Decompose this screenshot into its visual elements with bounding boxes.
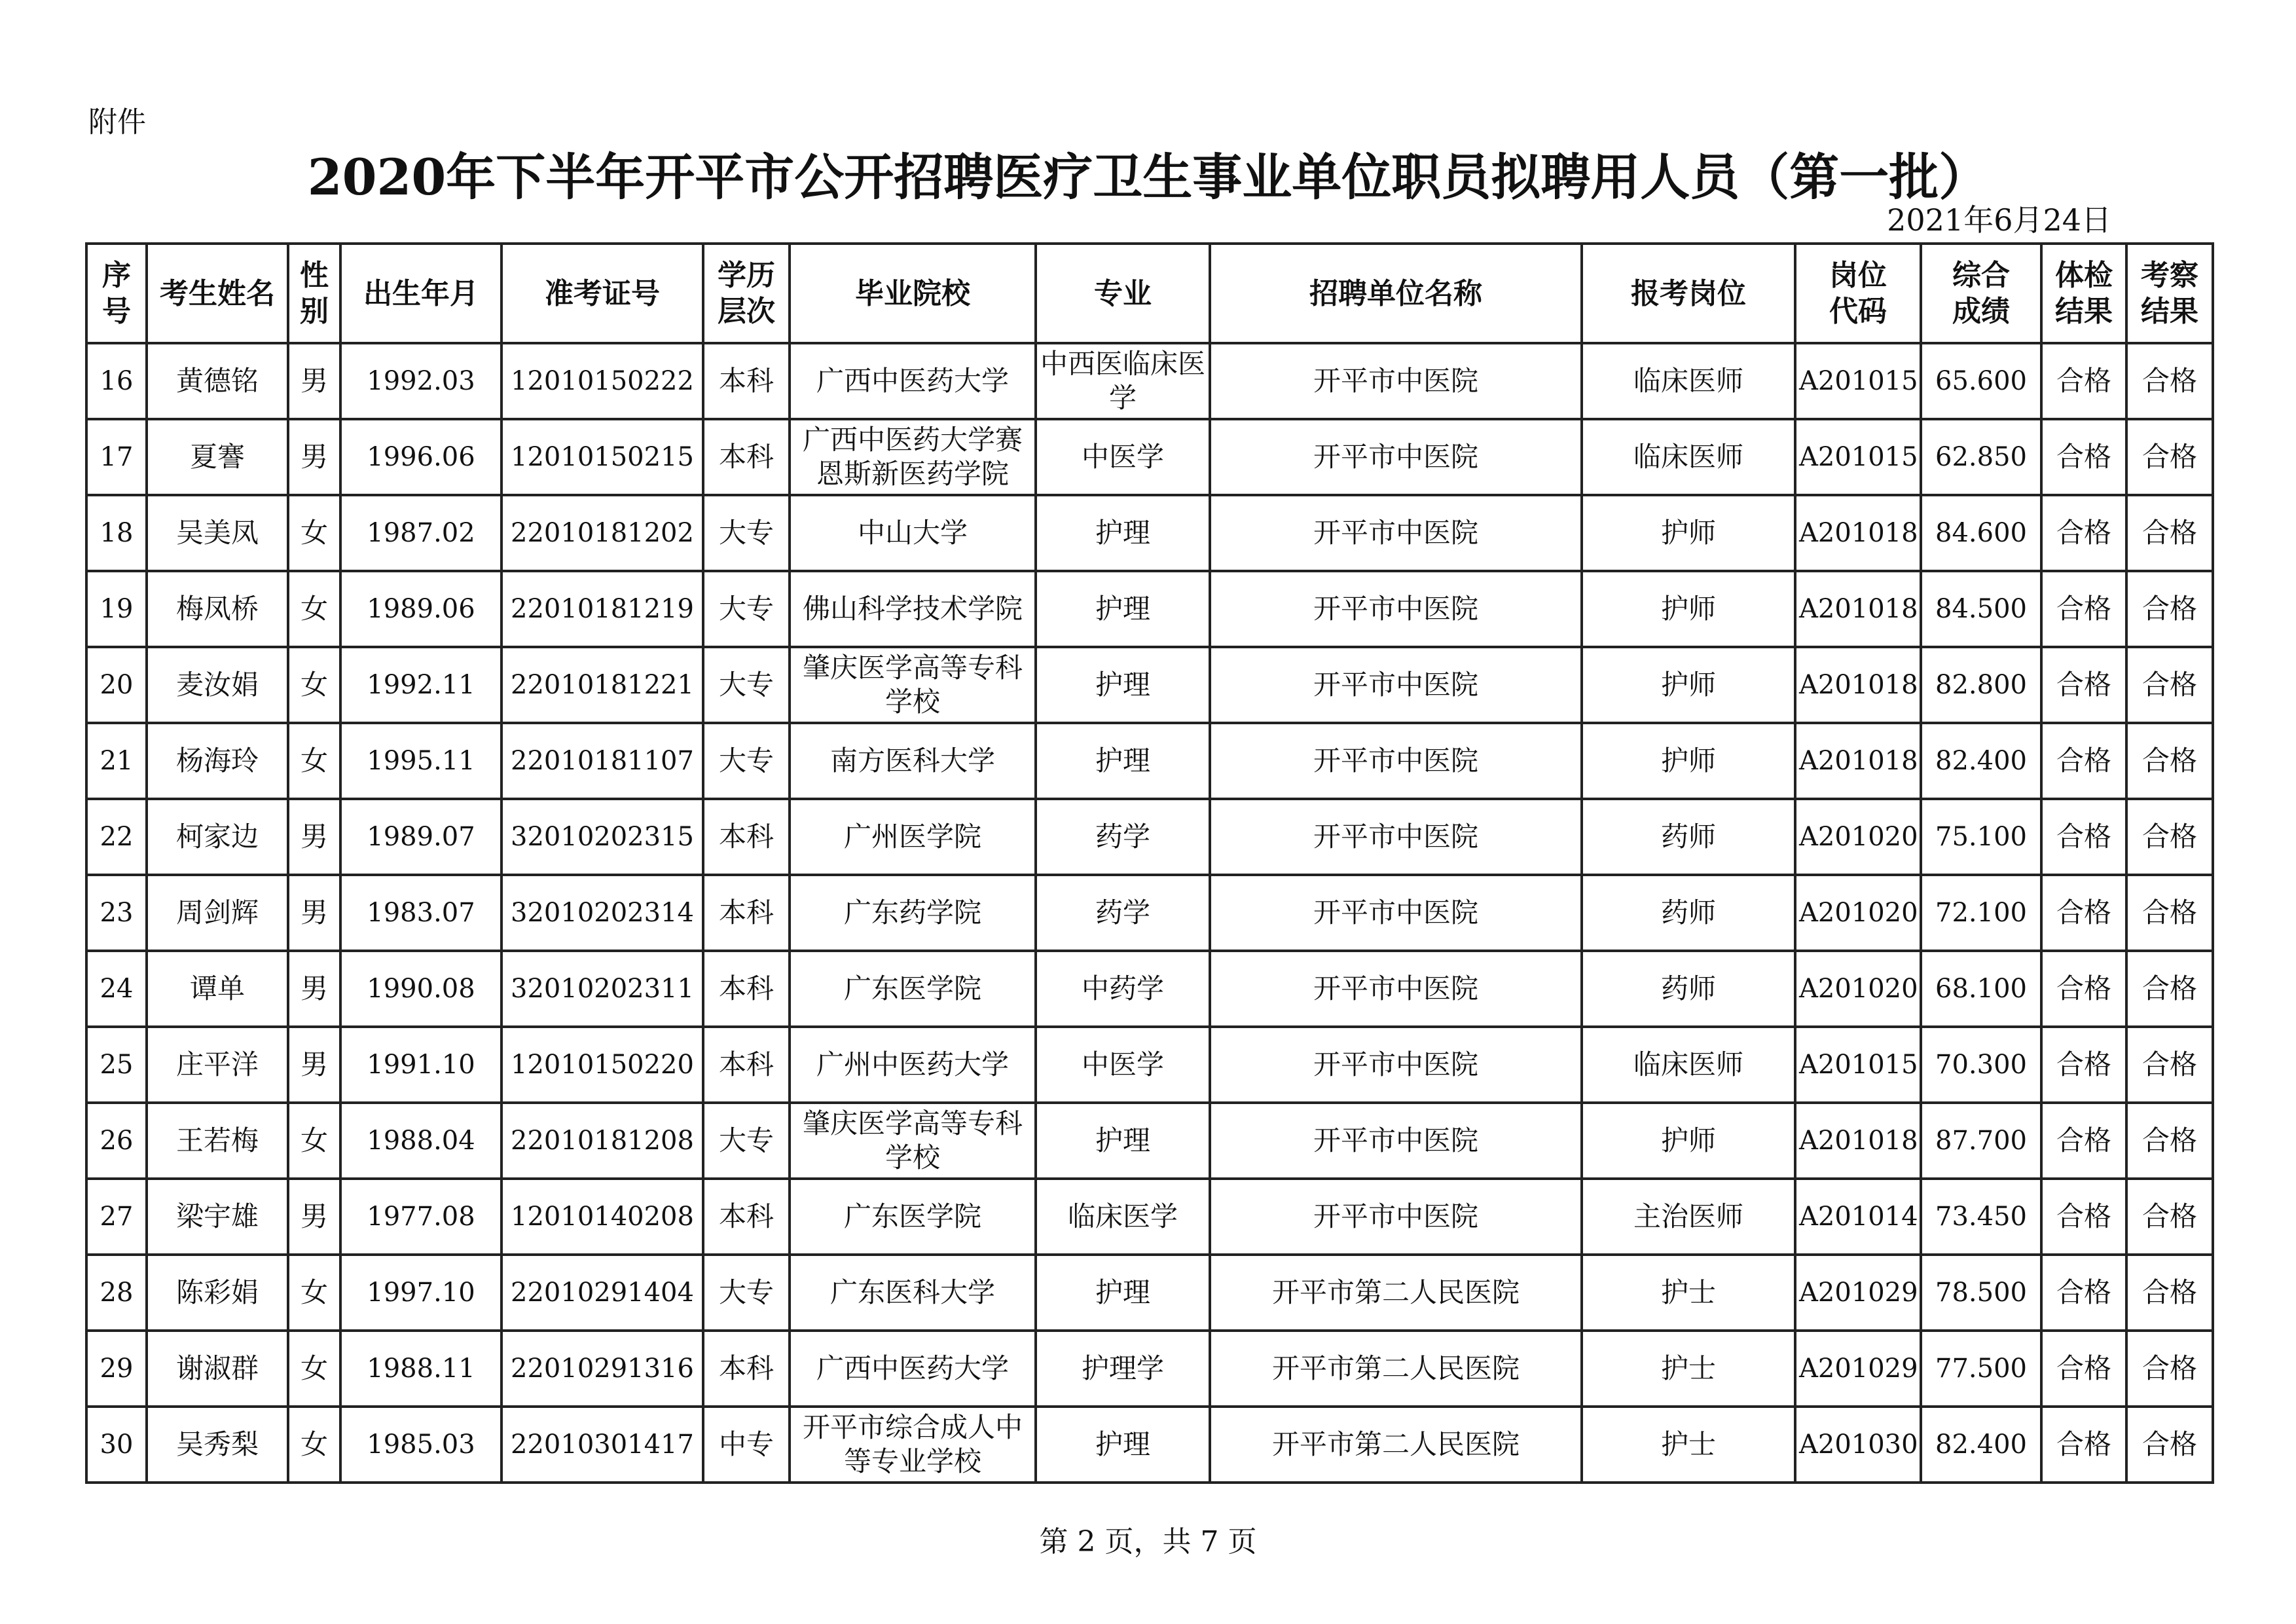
table-row: [86, 1331, 2213, 1407]
cell-check: 合格: [2126, 1027, 2213, 1103]
cell-no: 23: [86, 875, 147, 951]
table-row: [86, 875, 2213, 951]
cell-unit: 开平市第二人民医院: [1210, 1331, 1582, 1407]
cell-check: 合格: [2126, 1255, 2213, 1331]
table-row: [86, 571, 2213, 647]
cell-code: A201020: [1795, 799, 1921, 875]
cell-birth: 1990.08: [340, 951, 501, 1027]
cell-unit: 开平市中医院: [1210, 419, 1582, 495]
cell-ticket: 12010150220: [501, 1027, 703, 1103]
cell-school: 广东药学院: [790, 875, 1036, 951]
cell-name: 杨海玲: [147, 723, 288, 799]
cell-ticket: 22010291316: [501, 1331, 703, 1407]
cell-name: 麦汝娟: [147, 647, 288, 723]
cell-code: A201018: [1795, 1103, 1921, 1179]
cell-no: 29: [86, 1331, 147, 1407]
cell-no: 19: [86, 571, 147, 647]
cell-post: 护师: [1582, 647, 1795, 723]
cell-birth: 1992.11: [340, 647, 501, 723]
cell-name: 庄平洋: [147, 1027, 288, 1103]
cell-edu: 本科: [703, 419, 790, 495]
cell-unit: 开平市中医院: [1210, 495, 1582, 571]
cell-score: 65.600: [1921, 343, 2041, 419]
cell-exam: 合格: [2041, 875, 2126, 951]
cell-score: 82.400: [1921, 1407, 2041, 1483]
cell-score: 84.500: [1921, 571, 2041, 647]
cell-code: A201015: [1795, 1027, 1921, 1103]
column-header-name: 考生姓名: [147, 244, 288, 343]
cell-unit: 开平市中医院: [1210, 647, 1582, 723]
cell-check: 合格: [2126, 875, 2213, 951]
cell-no: 22: [86, 799, 147, 875]
cell-sex: 男: [288, 419, 340, 495]
cell-exam: 合格: [2041, 1103, 2126, 1179]
cell-score: 87.700: [1921, 1103, 2041, 1179]
column-header-unit: 招聘单位名称: [1210, 244, 1582, 343]
table-row: [86, 495, 2213, 571]
cell-code: A201015: [1795, 343, 1921, 419]
cell-school: 广州中医药大学: [790, 1027, 1036, 1103]
cell-check: 合格: [2126, 951, 2213, 1027]
cell-birth: 1977.08: [340, 1179, 501, 1255]
cell-sex: 女: [288, 723, 340, 799]
cell-post: 护士: [1582, 1407, 1795, 1483]
cell-edu: 大专: [703, 571, 790, 647]
cell-ticket: 22010301417: [501, 1407, 703, 1483]
cell-score: 75.100: [1921, 799, 2041, 875]
cell-school: 广西中医药大学赛恩斯新医药学院: [790, 419, 1036, 495]
cell-unit: 开平市中医院: [1210, 571, 1582, 647]
document-date: 2021年6月24日: [1887, 202, 2111, 238]
cell-sex: 女: [288, 1407, 340, 1483]
table-body: [86, 343, 2213, 1483]
cell-name: 柯家边: [147, 799, 288, 875]
cell-school: 肇庆医学高等专科学校: [790, 1103, 1036, 1179]
table-row: [86, 1179, 2213, 1255]
cell-edu: 本科: [703, 951, 790, 1027]
cell-exam: 合格: [2041, 343, 2126, 419]
cell-score: 70.300: [1921, 1027, 2041, 1103]
cell-unit: 开平市中医院: [1210, 951, 1582, 1027]
cell-no: 25: [86, 1027, 147, 1103]
cell-birth: 1983.07: [340, 875, 501, 951]
cell-unit: 开平市第二人民医院: [1210, 1407, 1582, 1483]
table-row: [86, 343, 2213, 419]
cell-score: 62.850: [1921, 419, 2041, 495]
cell-code: A201030: [1795, 1407, 1921, 1483]
cell-score: 72.100: [1921, 875, 2041, 951]
cell-edu: 本科: [703, 343, 790, 419]
cell-score: 78.500: [1921, 1255, 2041, 1331]
cell-sex: 女: [288, 1255, 340, 1331]
cell-sex: 女: [288, 495, 340, 571]
cell-check: 合格: [2126, 419, 2213, 495]
column-header-exam: 体检 结果: [2041, 244, 2126, 343]
column-header-edu: 学历 层次: [703, 244, 790, 343]
cell-unit: 开平市中医院: [1210, 1179, 1582, 1255]
column-header-school: 毕业院校: [790, 244, 1036, 343]
cell-sex: 男: [288, 1179, 340, 1255]
cell-exam: 合格: [2041, 1331, 2126, 1407]
cell-exam: 合格: [2041, 647, 2126, 723]
cell-sex: 男: [288, 951, 340, 1027]
cell-unit: 开平市中医院: [1210, 875, 1582, 951]
cell-post: 护师: [1582, 723, 1795, 799]
column-header-ticket: 准考证号: [501, 244, 703, 343]
cell-name: 黄德铭: [147, 343, 288, 419]
cell-name: 周剑辉: [147, 875, 288, 951]
cell-exam: 合格: [2041, 1179, 2126, 1255]
cell-ticket: 22010291404: [501, 1255, 703, 1331]
cell-school: 广东医学院: [790, 951, 1036, 1027]
cell-birth: 1997.10: [340, 1255, 501, 1331]
cell-no: 28: [86, 1255, 147, 1331]
column-header-birth: 出生年月: [340, 244, 501, 343]
cell-major: 中医学: [1036, 419, 1210, 495]
cell-code: A201018: [1795, 571, 1921, 647]
column-header-code: 岗位 代码: [1795, 244, 1921, 343]
cell-major: 护理: [1036, 495, 1210, 571]
cell-major: 护理学: [1036, 1331, 1210, 1407]
cell-major: 护理: [1036, 723, 1210, 799]
cell-name: 谭单: [147, 951, 288, 1027]
table-row: [86, 723, 2213, 799]
cell-birth: 1992.03: [340, 343, 501, 419]
cell-school: 广东医学院: [790, 1179, 1036, 1255]
column-header-no: 序 号: [86, 244, 147, 343]
cell-check: 合格: [2126, 1407, 2213, 1483]
cell-exam: 合格: [2041, 571, 2126, 647]
cell-check: 合格: [2126, 495, 2213, 571]
cell-score: 82.800: [1921, 647, 2041, 723]
cell-ticket: 22010181107: [501, 723, 703, 799]
cell-check: 合格: [2126, 799, 2213, 875]
cell-edu: 大专: [703, 723, 790, 799]
cell-edu: 大专: [703, 647, 790, 723]
cell-edu: 本科: [703, 1331, 790, 1407]
cell-school: 佛山科学技术学院: [790, 571, 1036, 647]
cell-score: 82.400: [1921, 723, 2041, 799]
cell-no: 30: [86, 1407, 147, 1483]
cell-unit: 开平市中医院: [1210, 343, 1582, 419]
cell-exam: 合格: [2041, 419, 2126, 495]
cell-edu: 大专: [703, 1255, 790, 1331]
cell-exam: 合格: [2041, 799, 2126, 875]
cell-school: 广西中医药大学: [790, 343, 1036, 419]
cell-edu: 中专: [703, 1407, 790, 1483]
column-header-check: 考察 结果: [2126, 244, 2213, 343]
cell-post: 临床医师: [1582, 1027, 1795, 1103]
cell-score: 77.500: [1921, 1331, 2041, 1407]
cell-name: 夏謇: [147, 419, 288, 495]
cell-major: 中西医临床医学: [1036, 343, 1210, 419]
cell-no: 17: [86, 419, 147, 495]
column-header-post: 报考岗位: [1582, 244, 1795, 343]
table-row: [86, 1103, 2213, 1179]
cell-check: 合格: [2126, 343, 2213, 419]
cell-birth: 1989.07: [340, 799, 501, 875]
cell-major: 中药学: [1036, 951, 1210, 1027]
cell-code: A201029: [1795, 1255, 1921, 1331]
cell-code: A201018: [1795, 723, 1921, 799]
attachment-label: 附件: [88, 105, 146, 139]
cell-check: 合格: [2126, 571, 2213, 647]
cell-post: 护师: [1582, 571, 1795, 647]
cell-sex: 女: [288, 647, 340, 723]
cell-name: 陈彩娟: [147, 1255, 288, 1331]
cell-unit: 开平市中医院: [1210, 1103, 1582, 1179]
cell-name: 梅凤桥: [147, 571, 288, 647]
cell-post: 药师: [1582, 875, 1795, 951]
cell-exam: 合格: [2041, 1255, 2126, 1331]
cell-post: 药师: [1582, 799, 1795, 875]
cell-birth: 1996.06: [340, 419, 501, 495]
cell-code: A201029: [1795, 1331, 1921, 1407]
cell-post: 护士: [1582, 1331, 1795, 1407]
cell-post: 药师: [1582, 951, 1795, 1027]
table-row: [86, 799, 2213, 875]
cell-major: 护理: [1036, 1407, 1210, 1483]
cell-edu: 本科: [703, 1179, 790, 1255]
cell-exam: 合格: [2041, 1027, 2126, 1103]
cell-exam: 合格: [2041, 951, 2126, 1027]
cell-major: 护理: [1036, 1103, 1210, 1179]
cell-code: A201015: [1795, 419, 1921, 495]
column-header-score: 综合 成绩: [1921, 244, 2041, 343]
cell-birth: 1995.11: [340, 723, 501, 799]
cell-edu: 大专: [703, 1103, 790, 1179]
cell-school: 开平市综合成人中等专业学校: [790, 1407, 1036, 1483]
cell-major: 中医学: [1036, 1027, 1210, 1103]
applicant-table: [85, 242, 2214, 1484]
cell-ticket: 22010181202: [501, 495, 703, 571]
cell-code: A201020: [1795, 951, 1921, 1027]
cell-post: 主治医师: [1582, 1179, 1795, 1255]
cell-ticket: 22010181208: [501, 1103, 703, 1179]
cell-unit: 开平市第二人民医院: [1210, 1255, 1582, 1331]
cell-no: 21: [86, 723, 147, 799]
cell-birth: 1991.10: [340, 1027, 501, 1103]
cell-name: 吴美凤: [147, 495, 288, 571]
cell-sex: 女: [288, 1331, 340, 1407]
cell-check: 合格: [2126, 1331, 2213, 1407]
table-row: [86, 419, 2213, 495]
column-header-sex: 性 别: [288, 244, 340, 343]
cell-sex: 男: [288, 799, 340, 875]
cell-no: 16: [86, 343, 147, 419]
cell-major: 临床医学: [1036, 1179, 1210, 1255]
table-row: [86, 1027, 2213, 1103]
cell-post: 护师: [1582, 495, 1795, 571]
table-row: [86, 1407, 2213, 1483]
cell-exam: 合格: [2041, 723, 2126, 799]
cell-no: 27: [86, 1179, 147, 1255]
cell-ticket: 12010140208: [501, 1179, 703, 1255]
cell-score: 73.450: [1921, 1179, 2041, 1255]
cell-school: 广西中医药大学: [790, 1331, 1036, 1407]
cell-score: 68.100: [1921, 951, 2041, 1027]
cell-no: 18: [86, 495, 147, 571]
cell-unit: 开平市中医院: [1210, 1027, 1582, 1103]
cell-no: 24: [86, 951, 147, 1027]
cell-ticket: 32010202311: [501, 951, 703, 1027]
cell-major: 护理: [1036, 647, 1210, 723]
cell-birth: 1985.03: [340, 1407, 501, 1483]
cell-edu: 本科: [703, 1027, 790, 1103]
cell-name: 吴秀梨: [147, 1407, 288, 1483]
cell-check: 合格: [2126, 1103, 2213, 1179]
cell-edu: 本科: [703, 799, 790, 875]
cell-sex: 女: [288, 571, 340, 647]
cell-birth: 1988.11: [340, 1331, 501, 1407]
table-row: [86, 647, 2213, 723]
cell-exam: 合格: [2041, 1407, 2126, 1483]
cell-ticket: 12010150215: [501, 419, 703, 495]
cell-school: 肇庆医学高等专科学校: [790, 647, 1036, 723]
cell-name: 梁宇雄: [147, 1179, 288, 1255]
cell-major: 药学: [1036, 875, 1210, 951]
cell-sex: 男: [288, 1027, 340, 1103]
cell-birth: 1988.04: [340, 1103, 501, 1179]
cell-code: A201018: [1795, 647, 1921, 723]
cell-code: A201014: [1795, 1179, 1921, 1255]
cell-ticket: 22010181221: [501, 647, 703, 723]
cell-birth: 1989.06: [340, 571, 501, 647]
cell-school: 广东医科大学: [790, 1255, 1036, 1331]
cell-unit: 开平市中医院: [1210, 723, 1582, 799]
table-header-row: [86, 244, 2213, 343]
cell-school: 中山大学: [790, 495, 1036, 571]
cell-post: 护士: [1582, 1255, 1795, 1331]
cell-post: 护师: [1582, 1103, 1795, 1179]
cell-major: 护理: [1036, 571, 1210, 647]
column-header-major: 专业: [1036, 244, 1210, 343]
cell-post: 临床医师: [1582, 343, 1795, 419]
cell-exam: 合格: [2041, 495, 2126, 571]
cell-sex: 男: [288, 343, 340, 419]
cell-school: 南方医科大学: [790, 723, 1036, 799]
cell-unit: 开平市中医院: [1210, 799, 1582, 875]
cell-major: 护理: [1036, 1255, 1210, 1331]
cell-check: 合格: [2126, 1179, 2213, 1255]
table-row: [86, 951, 2213, 1027]
cell-ticket: 12010150222: [501, 343, 703, 419]
cell-name: 谢淑群: [147, 1331, 288, 1407]
cell-birth: 1987.02: [340, 495, 501, 571]
cell-edu: 大专: [703, 495, 790, 571]
cell-ticket: 22010181219: [501, 571, 703, 647]
cell-no: 26: [86, 1103, 147, 1179]
cell-school: 广州医学院: [790, 799, 1036, 875]
cell-major: 药学: [1036, 799, 1210, 875]
page-footer: 第 2 页，共 7 页: [1039, 1525, 1257, 1559]
cell-check: 合格: [2126, 723, 2213, 799]
cell-sex: 女: [288, 1103, 340, 1179]
cell-post: 临床医师: [1582, 419, 1795, 495]
cell-edu: 本科: [703, 875, 790, 951]
cell-score: 84.600: [1921, 495, 2041, 571]
cell-ticket: 32010202314: [501, 875, 703, 951]
cell-code: A201018: [1795, 495, 1921, 571]
cell-no: 20: [86, 647, 147, 723]
cell-sex: 男: [288, 875, 340, 951]
cell-name: 王若梅: [147, 1103, 288, 1179]
cell-ticket: 32010202315: [501, 799, 703, 875]
cell-code: A201020: [1795, 875, 1921, 951]
table-row: [86, 1255, 2213, 1331]
cell-check: 合格: [2126, 647, 2213, 723]
page-title: 2020年下半年开平市公开招聘医疗卫生事业单位职员拟聘用人员（第一批）: [307, 148, 1989, 206]
